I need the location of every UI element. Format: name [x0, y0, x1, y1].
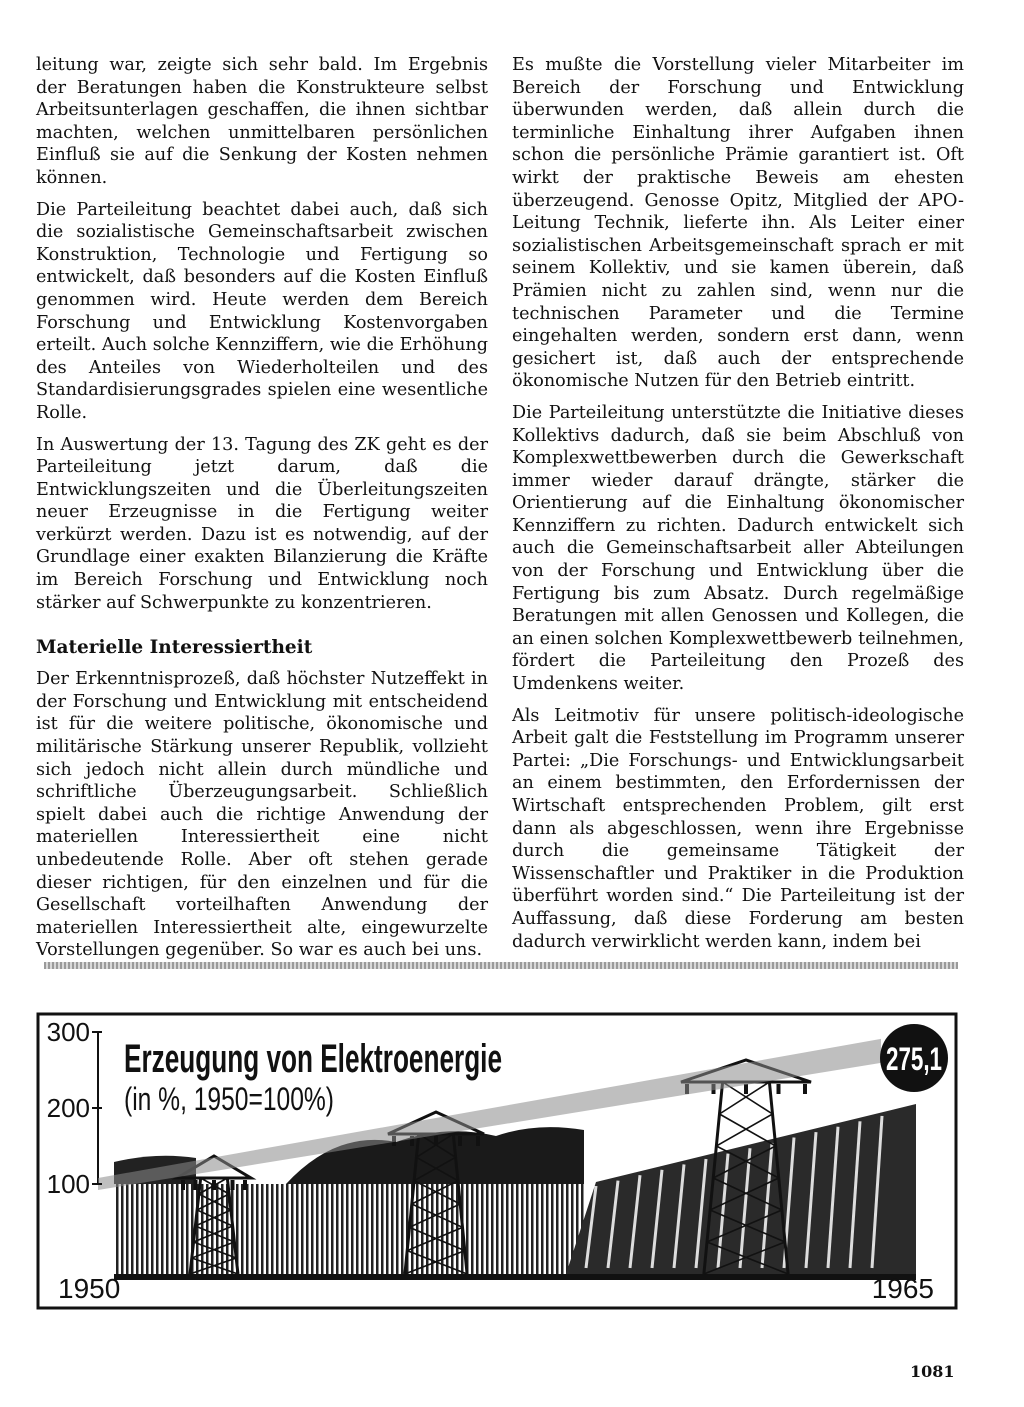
- left-paragraph-2: Die Parteileitung beachtet dabei auch, daß sich die sozialistische Gemeinschaftsarbeit zwischen Konstruktion, Technologie und Fertigung so entwickelt, daß besonders auf die Kosten Einfluß genommen wird. Heute werden dem Bereich Forschung und Entwicklung Kostenvorgaben erteilt. Auch solche Kennziffern, wie die Erhöhung des Anteiles von Wiederholteilen und des Standardisierungsgrades spielen eine wesentliche Rolle.: [36, 199, 488, 423]
- right-paragraph-1: Es mußte die Vorstellung vieler Mitarbeiter im Bereich der Forschung und Entwicklung überwunden werden, daß allein durch die terminliche Einhaltung ihrer Aufgaben ihnen schon die persönliche Prämie garantiert ist. Oft wirkt der praktische Beweis am ehesten überzeugend. Genosse Opitz, Mitglied der APO-Leitung Technik, lieferte ihn. Als Leiter einer sozialistischen Arbeitsgemeinschaft sprach er mit seinem Kollektiv, und sie kamen überein, daß Prämien nicht zu zahlen sind, wenn nur die technischen Parameter und die Termine eingehalten werden, sondern erst dann, wenn gesichert ist, daß auch der entsprechende ökonomische Nutzen für den Betrieb eintritt.: [512, 55, 964, 392]
- hills-silhouette: [286, 1127, 584, 1184]
- left-paragraph-1: leitung war, zeigte sich sehr bald. Im Ergebnis der Beratungen haben die Konstrukteure selbst Arbeitsunterlagen geschaffen, die ihnen sichtbar machten, welchen unmittelbaren persönlichen Einfluß sie auf die Senkung der Kosten nehmen können.: [36, 55, 488, 188]
- section-heading: Materielle Interessiertheit: [36, 637, 313, 659]
- y-tick-label: 200: [46, 1093, 90, 1123]
- right-column: [512, 54, 964, 962]
- pylon-insulator: [181, 1180, 185, 1190]
- y-ticks-group: [47, 1017, 102, 1199]
- right-paragraph-2: Die Parteileitung unterstützte die Initiative dieses Kollektivs dadurch, daß sie beim Abschluß von Komplexwettbewerben durch die Gewerkschaft immer wieder darauf drängte, stärker die Orientierung auf die Einhaltung ökonomischer Kennziffern zu richten. Dadurch entwickelt sich auch die Gemeinschaftsarbeit aller Abteilungen von der Forschung und Entwicklung über die Fertigung bis zum Absatz. Durch regelmäßige Beratungen mit allen Genossen und Kollegen, die an einen solchen Komplexwettbewerb teilnehmen, fördert die Parteileitung den Prozeß des Umdenkens weiter.: [512, 402, 964, 695]
- x-label-start: 1950: [58, 1273, 121, 1304]
- pylon-insulator: [231, 1180, 235, 1190]
- pylon-insulator: [434, 1136, 438, 1146]
- pylon-insulator: [243, 1180, 247, 1190]
- left-paragraph-4: Der Erkenntnisprozeß, daß höchster Nutzeffekt in der Forschung und Entwicklung mit entscheidend ist für die weitere politische, ökonomische und militärische Stärkung unserer Republik, vollzieht sich jedoch nicht allein durch mündliche und schriftliche Überzeugungsarbeit. Schließlich spielt dabei auch die richtige Anwendung der materiellen Interessiertheit eine nicht unbedeutende Rolle. Aber oft stehen gerade dieser richtigen, für den einzelnen und für die Gesellschaft vorteilhaften Anwendung der materiellen Interessiertheit alte, eingewurzelte Vorstellungen gegenüber. So war es auch bei uns.: [36, 669, 488, 961]
- pylon-insulator: [194, 1180, 198, 1190]
- end-value-label: 275,1: [886, 1041, 942, 1077]
- energy-chart-svg: [36, 1012, 958, 1312]
- left-column: [36, 54, 488, 971]
- halftone-divider: [44, 962, 958, 969]
- chart-subtitle: (in %, 1950=100%): [124, 1081, 334, 1117]
- pylon-insulator: [212, 1180, 216, 1190]
- pylon-insulator: [777, 1084, 781, 1094]
- pylon-insulator: [458, 1136, 462, 1146]
- ground-line: [114, 1274, 916, 1280]
- landscape-hatch: [114, 1184, 584, 1274]
- pylon-insulator: [744, 1084, 748, 1094]
- right-paragraph-3: Als Leitmotiv für unsere politisch-ideologische Arbeit galt die Feststellung im Programm unserer Partei: „Die Forschungs- und Entwicklungsarbeit an einem bestimmten, den Erfordernissen der Wirtschaft entsprechenden Problem, gilt erst dann als abgeschlossen, wenn ihre Ergebnisse durch die gemeinsame Tätigkeit der Wissenschaftler und Praktiker in die Produktion überführt worden sind.“ Die Parteileitung ist der Auffassung, daß diese Forderung am besten dadurch verwirklicht werden kann, indem bei: [512, 705, 964, 952]
- pylon-insulator: [803, 1084, 807, 1094]
- pylon-insulator: [476, 1136, 480, 1146]
- x-label-end: 1965: [871, 1273, 934, 1304]
- y-tick-label: 100: [46, 1169, 90, 1199]
- left-paragraph-3: In Auswertung der 13. Tagung des ZK geht es der Parteileitung jetzt darum, daß die Entwicklungszeiten und die Überleitungszeiten neuer Erzeugnisse in die Fertigung weiter verkürzt werden. Dazu ist es notwendig, auf der Grundlage einer exakten Bilanzierung die Kräfte im Bereich Forschung und Entwicklung noch stärker auf Schwerpunkte zu konzentrieren.: [36, 434, 488, 613]
- page-number: 1081: [910, 1362, 955, 1381]
- y-tick-label: 300: [46, 1017, 90, 1047]
- chart-title: Erzeugung von Elektroenergie: [124, 1037, 502, 1081]
- energy-chart: [36, 1012, 958, 1312]
